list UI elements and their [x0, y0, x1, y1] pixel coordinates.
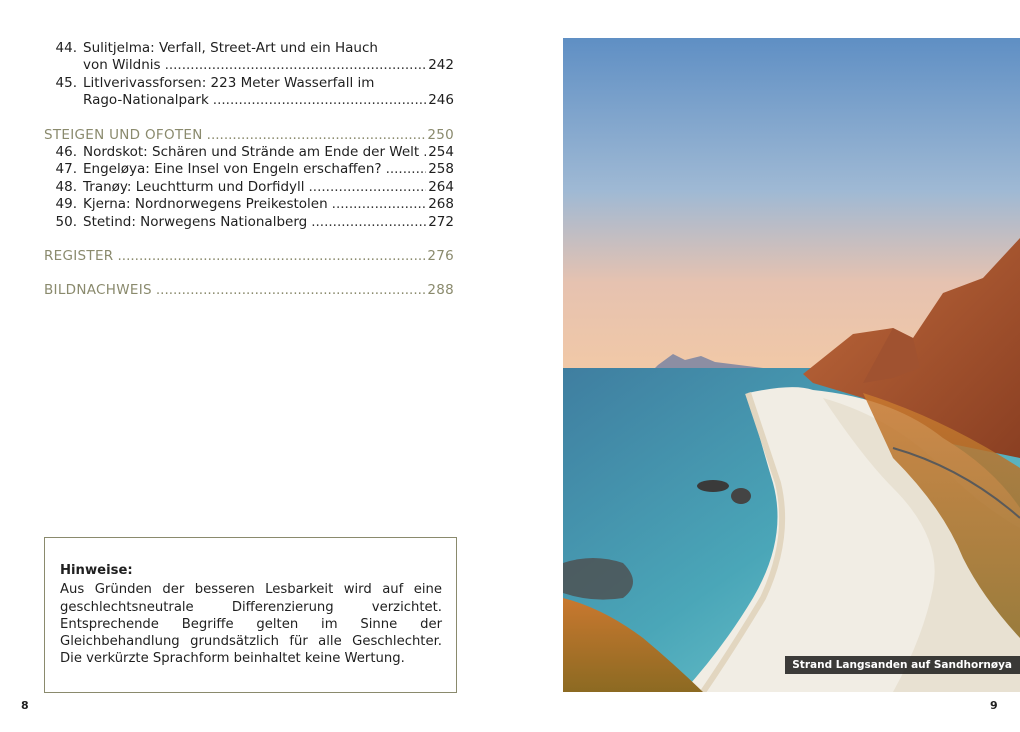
photo-caption: Strand Langsanden auf Sandhornøya — [785, 656, 1020, 674]
toc-entry-number: 50. — [55, 213, 77, 230]
toc-entry-page: 246 — [428, 92, 454, 109]
toc-section-title: REGISTER — [44, 248, 114, 265]
toc-entry-page: 268 — [428, 196, 454, 213]
toc-entry-46[interactable] — [44, 144, 454, 161]
toc-entry-title: Engeløya: Eine Insel von Engeln erschaffen? — [83, 161, 382, 178]
toc-entry-title: Kjerna: Nordnorwegens Preikestolen — [83, 196, 328, 213]
hinweise-title: Hinweise: — [60, 563, 133, 578]
toc-entry-title: Sulitjelma: Verfall, Street-Art und ein Hauch — [83, 40, 378, 56]
toc-section-page: 276 — [427, 248, 454, 265]
toc-entry-48[interactable] — [44, 179, 454, 196]
page-number-left: 8 — [21, 699, 29, 712]
toc-entry-45[interactable] — [44, 75, 454, 110]
dot-leader — [213, 92, 426, 109]
dot-leader — [207, 127, 426, 144]
toc-section-bildnachweis[interactable] — [44, 282, 454, 299]
dot-leader — [309, 179, 427, 196]
dot-leader — [386, 161, 427, 178]
toc-entry-title: Nordskot: Schären und Strände am Ende der Welt — [83, 144, 420, 161]
toc-section-steigen-ofoten[interactable] — [44, 127, 454, 144]
toc-entry-number: 47. — [55, 161, 77, 178]
toc-entry-44[interactable] — [44, 40, 454, 75]
toc-entry-number: 48. — [55, 178, 77, 195]
toc-entry-number: 45. — [55, 74, 77, 91]
toc-entry-title: Litlverivassforsen: 223 Meter Wasserfall im — [83, 74, 375, 91]
table-of-contents — [44, 40, 454, 300]
toc-section-page: 250 — [427, 126, 454, 143]
dot-leader — [332, 196, 427, 213]
toc-entry-page: 264 — [428, 178, 454, 195]
dot-leader — [311, 214, 426, 231]
toc-entry-title-cont: Rago-Nationalpark — [83, 92, 209, 109]
photo-illustration — [563, 38, 1020, 692]
page-number-right: 9 — [990, 699, 998, 712]
beach-landscape-photo — [563, 38, 1020, 692]
toc-entry-number: 46. — [55, 144, 77, 161]
toc-entry-49[interactable] — [44, 196, 454, 213]
toc-entry-47[interactable] — [44, 161, 454, 178]
toc-entry-50[interactable] — [44, 214, 454, 231]
hinweise-body: Aus Gründen der besseren Lesbarkeit wird auf eine geschlechtsneutrale Differenzierung verzichtet. Entsprechende Begriffe gelten im Sinne der Gleichbehandlung grundsätzlich für alle Geschlechter. Die verkürzte Sprachform beinhaltet keine Wertung. — [60, 582, 442, 667]
dot-leader — [117, 248, 425, 265]
toc-entry-page: 272 — [428, 213, 454, 230]
toc-section-title: STEIGEN UND OFOTEN — [44, 126, 203, 143]
toc-entry-title: Tranøy: Leuchtturm und Dorfidyll — [83, 178, 305, 195]
toc-entry-title: Stetind: Norwegens Nationalberg — [83, 213, 308, 230]
hinweise-box — [44, 537, 457, 693]
toc-entry-number: 44. — [55, 40, 77, 56]
toc-section-register[interactable] — [44, 248, 454, 265]
dot-leader — [165, 57, 427, 74]
dot-leader — [423, 144, 426, 161]
toc-entry-page: 258 — [428, 161, 454, 178]
toc-entry-page: 242 — [428, 57, 454, 74]
toc-entry-title-cont: von Wildnis — [83, 57, 161, 74]
toc-entry-page: 254 — [428, 144, 454, 161]
toc-section-title: BILDNACHWEIS — [44, 282, 152, 299]
toc-section-page: 288 — [427, 282, 454, 299]
toc-entry-number: 49. — [55, 196, 77, 213]
dot-leader — [156, 282, 425, 299]
